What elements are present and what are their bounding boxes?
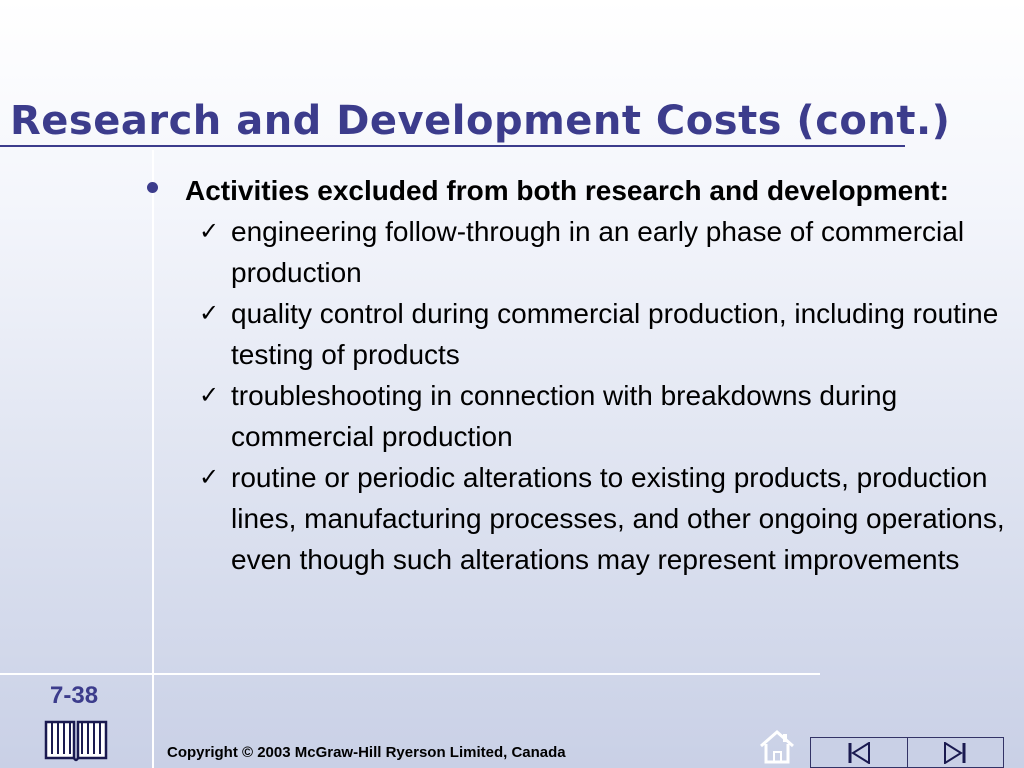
- sub-bullet: [185, 457, 1005, 580]
- next-slide-button[interactable]: [907, 738, 1004, 767]
- sub-bullet: [185, 211, 1005, 293]
- sub-bullet-text: engineering follow-through in an early phase of commercial production: [231, 216, 965, 288]
- slide-title: Research and Development Costs (cont.): [10, 98, 951, 144]
- main-bullet-text: Activities excluded from both research and development:: [185, 175, 949, 206]
- checkmark-icon: ✓: [199, 217, 220, 245]
- slide-number: 7-38: [50, 682, 99, 709]
- checkmark-icon: ✓: [199, 381, 220, 409]
- title-underline: [0, 145, 905, 147]
- skip-forward-icon: [942, 742, 968, 764]
- sub-bullet-text: routine or periodic alterations to existing products, production lines, manufacturing processes, and other ongoing operations, even though such alterations may represent improvements: [231, 462, 1005, 575]
- copyright-text: Copyright © 2003 McGraw-Hill Ryerson Limited, Canada: [167, 744, 566, 761]
- checkmark-icon: ✓: [199, 463, 220, 491]
- sub-bullet: [185, 375, 1005, 457]
- main-bullet: [145, 170, 1005, 580]
- sub-bullet: [185, 293, 1005, 375]
- book-icon: [44, 714, 108, 762]
- sub-bullet-list: [185, 211, 1005, 580]
- previous-slide-button[interactable]: [811, 738, 907, 767]
- footer-divider: [0, 673, 820, 675]
- home-icon[interactable]: [757, 728, 797, 766]
- slide-navigation: [810, 737, 1004, 768]
- sub-bullet-text: troubleshooting in connection with breakdowns during commercial production: [231, 380, 898, 452]
- skip-back-icon: [846, 742, 872, 764]
- bullet-list: [145, 170, 1005, 580]
- checkmark-icon: ✓: [199, 299, 220, 327]
- bullet-dot-icon: [147, 182, 158, 193]
- sub-bullet-text: quality control during commercial production, including routine testing of products: [231, 298, 999, 370]
